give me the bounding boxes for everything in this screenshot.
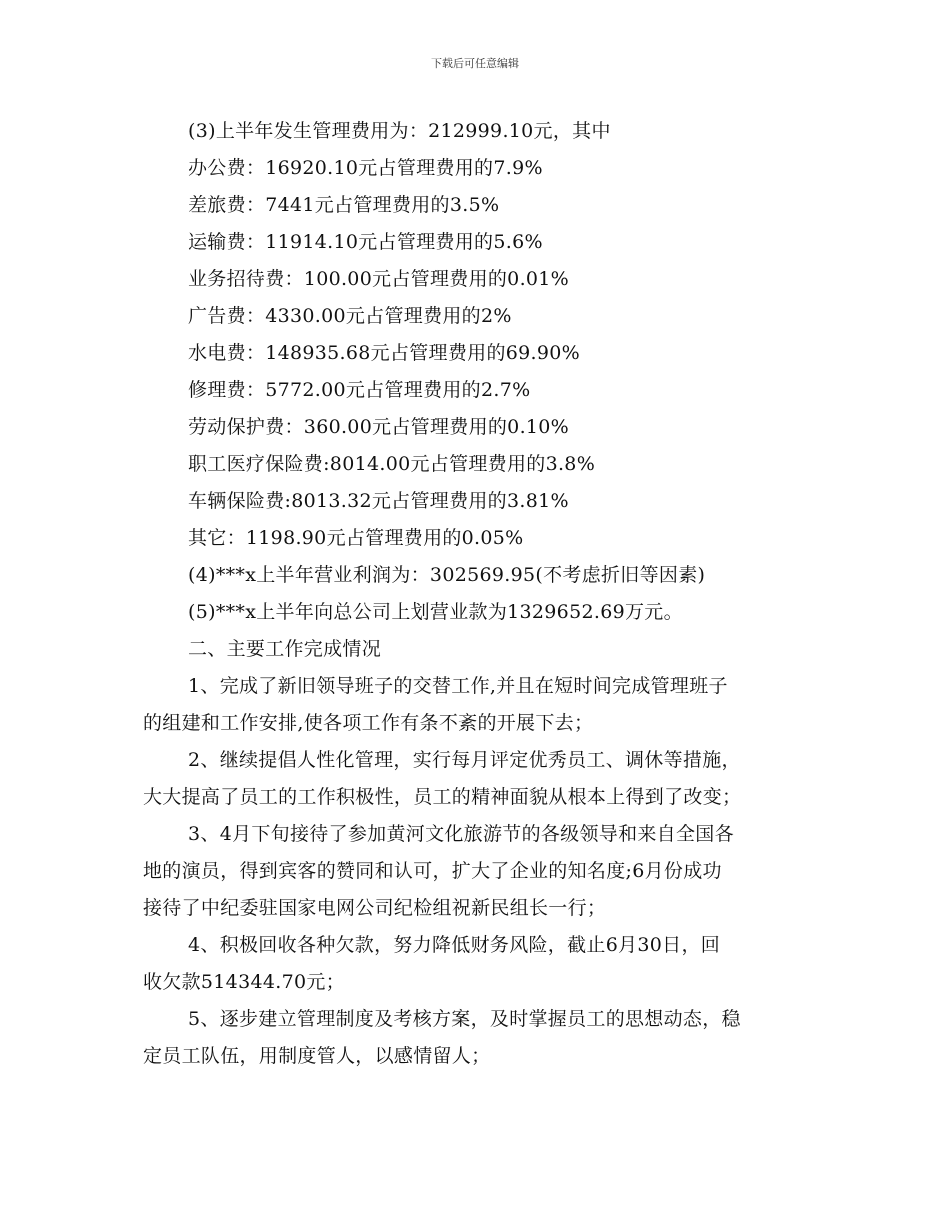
section-heading: 二、主要工作完成情况 xyxy=(188,638,382,660)
text-line: 5、逐步建立管理制度及考核方案，及时掌握员工的思想动态，稳 xyxy=(188,1008,741,1030)
text-line: (3)上半年发生管理费用为：212999.10元，其中 xyxy=(188,120,611,142)
text-line: 劳动保护费：360.00元占管理费用的0.10% xyxy=(188,416,570,438)
text-line: 其它：1198.90元占管理费用的0.05% xyxy=(188,527,524,549)
text-line: 定员工队伍，用制度管人，以感情留人； xyxy=(143,1045,491,1067)
text-line: 收欠款514344.70元； xyxy=(143,971,345,993)
text-line: 修理费：5772.00元占管理费用的2.7% xyxy=(188,379,531,401)
text-line: 水电费：148935.68元占管理费用的69.90% xyxy=(188,342,580,364)
text-line: 运输费：11914.10元占管理费用的5.6% xyxy=(188,231,543,253)
text-line: 的组建和工作安排,使各项工作有条不紊的开展下去； xyxy=(143,712,594,734)
text-line: (4)***x上半年营业利润为：302569.95(不考虑折旧等因素) xyxy=(188,564,706,586)
text-line: 办公费：16920.10元占管理费用的7.9% xyxy=(188,157,543,179)
text-line: 业务招待费：100.00元占管理费用的0.01% xyxy=(188,268,570,290)
text-line: 3、4月下旬接待了参加黄河文化旅游节的各级领导和来自全国各 xyxy=(188,823,734,845)
text-line: 车辆保险费:8013.32元占管理费用的3.81% xyxy=(188,490,569,512)
text-line: 广告费：4330.00元占管理费用的2% xyxy=(188,305,512,327)
text-line: 差旅费：7441元占管理费用的3.5% xyxy=(188,194,500,216)
text-line: 职工医疗保险费:8014.00元占管理费用的3.8% xyxy=(188,453,596,475)
text-line: 大大提高了员工的工作积极性，员工的精神面貌从根本上得到了改变； xyxy=(143,786,742,808)
text-line: 地的演员，得到宾客的赞同和认可，扩大了企业的知名度;6月份成功 xyxy=(143,860,722,882)
text-line: (5)***x上半年向总公司上划营业款为1329652.69万元。 xyxy=(188,601,683,623)
text-line: 2、继续提倡人性化管理，实行每月评定优秀员工、调休等措施， xyxy=(188,749,741,771)
text-line: 1、完成了新旧领导班子的交替工作,并且在短时间完成管理班子 xyxy=(188,675,728,697)
text-line: 4、积极回收各种欠款，努力降低财务风险，截止6月30日，回 xyxy=(188,934,721,956)
text-line: 接待了中纪委驻国家电网公司纪检组祝新民组长一行； xyxy=(143,897,607,919)
page-header: 下载后可任意编辑 xyxy=(431,57,519,70)
